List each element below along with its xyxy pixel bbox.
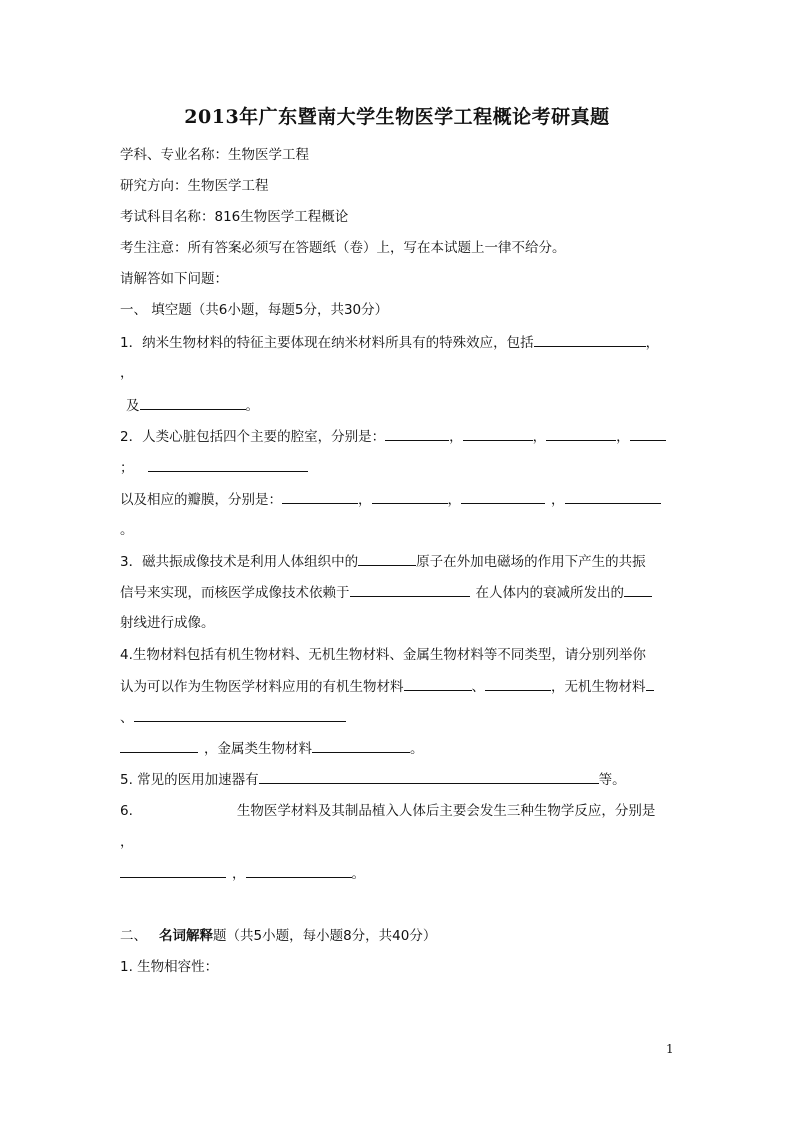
question-5-text: 5. 常见的医用加速器有	[120, 772, 259, 788]
question-5	[120, 769, 626, 790]
question-1	[120, 332, 659, 353]
comma: ，	[120, 365, 134, 381]
valves-text: 以及相应的瓣膜，分别是：	[120, 492, 282, 508]
answer-blank[interactable]	[259, 769, 599, 784]
comma: ，	[449, 429, 463, 445]
section2-title-rest: 题（共5小题，每小题8分，共40分）	[213, 928, 437, 944]
question-1-text: 1．纳米生物材料的特征主要体现在纳米材料所具有的特殊效应，包括	[120, 335, 534, 351]
comma: ，	[645, 335, 660, 351]
question-3-text-d: 在人体内的衰减所发出的	[475, 585, 624, 601]
question-6-number: 6.	[120, 803, 133, 819]
answer-blank[interactable]	[546, 426, 616, 441]
question-4-line3	[120, 707, 346, 728]
answer-blank[interactable]	[120, 863, 226, 878]
question-6-text: 生物医学材料及其制品植入人体后主要会发生三种生物学反应，分别是	[236, 803, 656, 819]
question-5-end: 等。	[598, 772, 626, 788]
section1-heading: 一、 填空题（共6小题，每题5分，共30分）	[120, 302, 389, 318]
instruction-line: 请解答如下问题：	[120, 271, 228, 287]
answer-blank[interactable]	[385, 426, 449, 441]
page-number: 1	[666, 1042, 674, 1056]
question-2-cont	[120, 457, 308, 478]
answer-blank[interactable]	[565, 489, 661, 504]
answer-blank[interactable]	[630, 426, 666, 441]
answer-blank[interactable]	[140, 395, 246, 410]
notice-line: 考生注意：所有答案必须写在答题纸（卷）上，写在本试题上一律不给分。	[120, 240, 566, 256]
question-1-cont	[120, 363, 134, 383]
answer-blank[interactable]	[372, 489, 448, 504]
answer-blank[interactable]	[282, 489, 358, 504]
question-4-text-b: 认为可以作为生物医学材料应用的有机生物材料	[120, 679, 404, 695]
period: 。	[410, 741, 424, 757]
section2-heading	[120, 926, 436, 946]
question-4-text-c: ，无机生物材料	[551, 679, 646, 695]
answer-blank[interactable]	[646, 676, 654, 691]
section2-title-bold: 名词解释	[159, 928, 213, 944]
dun-mark: 、	[471, 679, 485, 695]
answer-blank[interactable]	[246, 863, 352, 878]
answer-blank[interactable]	[463, 426, 533, 441]
question-4-cont	[120, 676, 654, 697]
answer-blank[interactable]	[485, 676, 551, 691]
comma: ，	[232, 866, 246, 882]
answer-blank[interactable]	[350, 582, 470, 597]
comma: ，	[616, 429, 630, 445]
question-4-text-d: ，金属类生物材料	[204, 741, 312, 757]
comma: ，	[551, 492, 565, 508]
question-3-cont	[120, 582, 652, 603]
question-2-valves	[120, 489, 661, 510]
question-3	[120, 551, 646, 572]
section2-question-1: 1. 生物相容性：	[120, 959, 219, 975]
subject-line: 学科、专业名称：生物医学工程	[120, 147, 309, 163]
period: 。	[120, 522, 134, 538]
comma: ，	[358, 492, 372, 508]
semicolon: ；	[120, 460, 134, 476]
comma: ，	[120, 834, 134, 850]
exam-line: 考试科目名称：816生物医学工程概论	[120, 209, 349, 225]
question-6-end	[120, 863, 365, 884]
and-text: 及	[126, 398, 140, 414]
direction-line: 研究方向：生物医学工程	[120, 178, 269, 194]
comma: ，	[532, 429, 547, 445]
question-3-text-a: 3．磁共振成像技术是利用人体组织中的	[120, 554, 359, 570]
section2-number: 二、	[120, 928, 147, 944]
question-6	[120, 801, 655, 821]
question-2-text: 2．人类心脏包括四个主要的腔室，分别是：	[120, 429, 386, 445]
question-2-end	[120, 520, 134, 540]
question-2	[120, 426, 666, 447]
dun-mark: 、	[120, 710, 134, 726]
question-3-text-b: 原子在外加电磁场的作用下产生的共振	[416, 554, 646, 570]
page-title: 2013年广东暨南大学生物医学工程概论考研真题	[184, 106, 610, 128]
answer-blank[interactable]	[404, 676, 472, 691]
answer-blank[interactable]	[461, 489, 545, 504]
question-3-text-c: 信号来实现，而核医学成像技术依赖于	[120, 585, 350, 601]
question-4-end	[120, 738, 424, 759]
comma: ，	[447, 492, 461, 508]
question-1-end	[126, 395, 259, 416]
answer-blank[interactable]	[624, 582, 652, 597]
answer-blank[interactable]	[312, 738, 410, 753]
answer-blank[interactable]	[148, 457, 308, 472]
period: 。	[351, 866, 365, 882]
answer-blank[interactable]	[534, 332, 646, 347]
question-3-end: 射线进行成像。	[120, 615, 215, 631]
question-4: 4.生物材料包括有机生物材料、无机生物材料、金属生物材料等不同类型，请分别列举你	[120, 647, 646, 663]
answer-blank[interactable]	[134, 707, 346, 722]
answer-blank[interactable]	[120, 738, 198, 753]
period: 。	[245, 398, 259, 414]
question-6-cont	[120, 832, 134, 852]
answer-blank[interactable]	[358, 551, 416, 566]
